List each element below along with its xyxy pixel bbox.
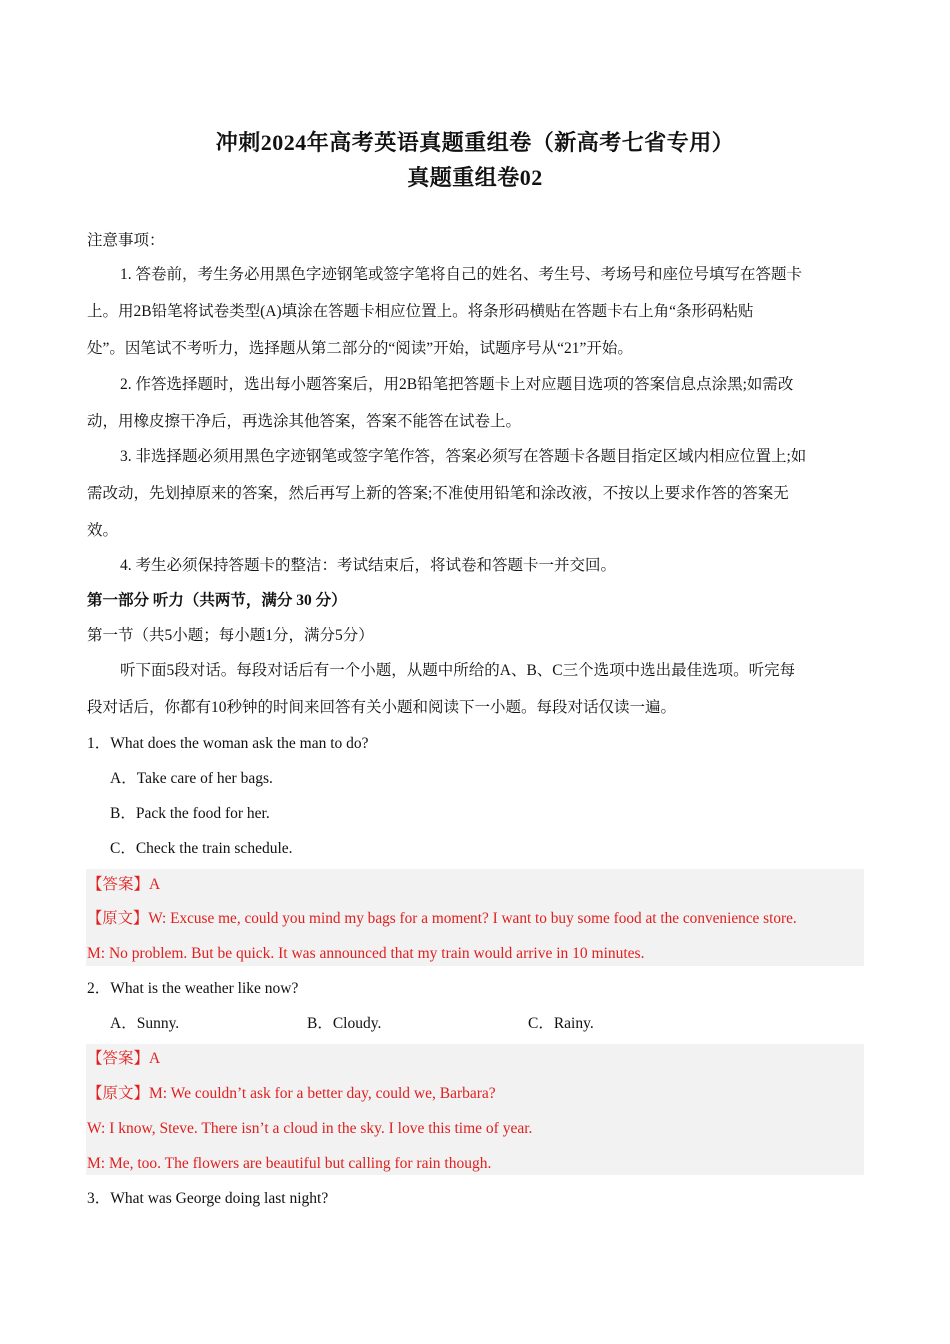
question-stem: 2．What is the weather like now? <box>87 980 299 997</box>
section-heading: 第一节（共5小题；每小题1分，满分5分） <box>87 627 374 644</box>
notice-line: 处”。因笔试不考听力，选择题从第二部分的“阅读”开始，试题序号从“21”开始。 <box>87 340 633 357</box>
transcript-line: 【原文】W: Excuse me, could you mind my bags for a moment? I want to buy some food at the convenience store. <box>87 910 797 927</box>
transcript-line: M: No problem. But be quick. It was announced that my train would arrive in 10 minutes. <box>87 945 645 962</box>
notice-line: 3. 非选择题必须用黑色字迹钢笔或签字笔作答，答案必须写在答题卡各题目指定区域内相应位置上;如 <box>120 448 807 465</box>
notice-line: 4. 考生必须保持答题卡的整洁：考试结束后，将试卷和答题卡一并交回。 <box>120 557 617 574</box>
page-subtitle: 真题重组卷02 <box>407 165 543 190</box>
part-heading: 第一部分 听力（共两节，满分 30 分） <box>87 592 347 609</box>
option-b: B．Pack the food for her. <box>110 805 270 822</box>
instruction-line: 段对话后，你都有10秒钟的时间来回答有关小题和阅读下一小题。每段对话仅读一遍。 <box>87 699 677 716</box>
notice-line: 效。 <box>87 522 119 539</box>
notice-heading: 注意事项： <box>87 232 165 249</box>
question-stem: 3．What was George doing last night? <box>87 1190 329 1207</box>
option-a: A．Sunny. <box>110 1015 180 1032</box>
question-stem: 1．What does the woman ask the man to do? <box>87 735 369 752</box>
page-title: 冲刺2024年高考英语真题重组卷（新高考七省专用） <box>215 130 735 155</box>
notice-line: 2. 作答选择题时，选出每小题答案后，用2B铅笔把答题卡上对应题目选项的答案信息点涂黑;如需改 <box>120 376 794 393</box>
notice-line: 动，用橡皮擦干净后，再选涂其他答案，答案不能答在试卷上。 <box>87 413 522 430</box>
option-a: A．Take care of her bags. <box>110 770 273 787</box>
notice-line: 需改动，先划掉原来的答案，然后再写上新的答案;不准使用铅笔和涂改液，不按以上要求作答的答案无 <box>87 485 789 502</box>
transcript-line: M: Me, too. The flowers are beautiful but calling for rain though. <box>87 1155 492 1172</box>
option-c: C．Check the train schedule. <box>110 840 293 857</box>
option-c: C．Rainy. <box>528 1015 594 1032</box>
answer-line: 【答案】A <box>87 1050 161 1067</box>
answer-line: 【答案】A <box>87 876 161 893</box>
notice-line: 1. 答卷前，考生务必用黑色字迹钢笔或签字笔将自己的姓名、考生号、考场号和座位号填写在答题卡 <box>120 266 803 283</box>
instruction-line: 听下面5段对话。每段对话后有一个小题，从题中所给的A、B、C三个选项中选出最佳选项。听完每 <box>120 662 796 679</box>
transcript-line: W: I know, Steve. There isn’t a cloud in the sky. I love this time of year. <box>87 1120 533 1137</box>
transcript-line: 【原文】M: We couldn’t ask for a better day, could we, Barbara? <box>87 1085 496 1102</box>
notice-line: 上。用2B铅笔将试卷类型(A)填涂在答题卡相应位置上。将条形码横贴在答题卡右上角“条形码粘贴 <box>87 303 754 320</box>
option-b: B．Cloudy. <box>307 1015 382 1032</box>
